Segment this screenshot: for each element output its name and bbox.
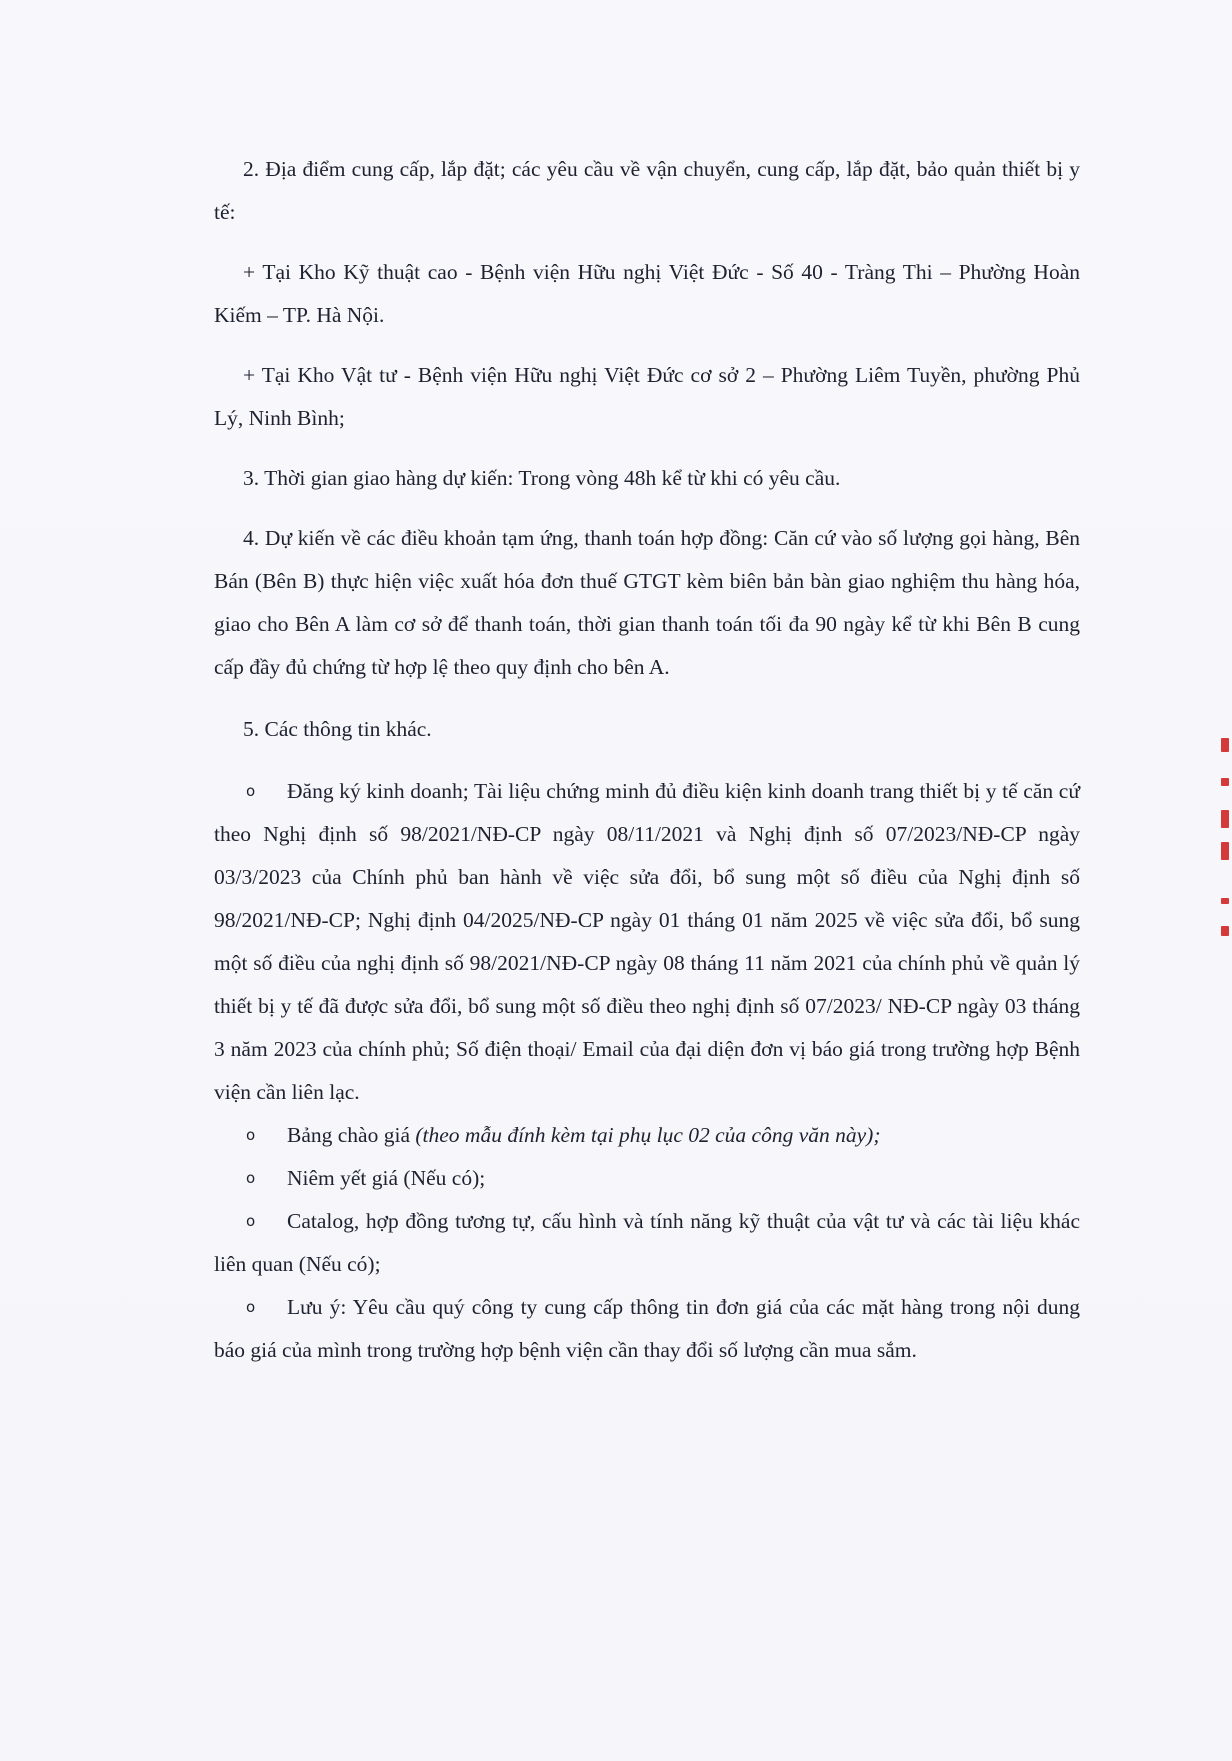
stamp-edge-mark [1221,898,1229,904]
bullet-item-listed-price [214,1157,1080,1200]
section-5-heading: 5. Các thông tin khác. [243,717,432,741]
bullet-item-catalog [214,1200,1080,1286]
bullet-item-note [214,1286,1080,1372]
bullet-italic-note: (theo mẫu đính kèm tại phụ lục 02 của công văn này); [415,1123,881,1147]
location-2-paragraph: + Tại Kho Vật tư - Bệnh viện Hữu nghị Việt Đức cơ sở 2 – Phường Liêm Tuyền, phường Phủ Lý, Ninh Bình; [214,363,1080,430]
bullet-circle-icon: o [246,1298,256,1316]
document-body [214,148,1080,1372]
section-2-paragraph: 2. Địa điểm cung cấp, lắp đặt; các yêu cầu về vận chuyển, cung cấp, lắp đặt, bảo quản thiết bị y tế: [214,157,1080,224]
bullet-text: Bảng chào giá [287,1123,416,1147]
bullet-text: Niêm yết giá (Nếu có); [287,1166,486,1190]
bullet-circle-icon: o [246,1212,256,1230]
stamp-edge-mark [1221,842,1229,860]
location-1-paragraph: + Tại Kho Kỹ thuật cao - Bệnh viện Hữu nghị Việt Đức - Số 40 - Tràng Thi – Phường Hoàn Kiếm – TP. Hà Nội. [214,260,1080,327]
bullet-circle-icon: o [246,1169,256,1187]
stamp-edge-marks [1221,738,1232,958]
bullet-text: Đăng ký kinh doanh; Tài liệu chứng minh đủ điều kiện kinh doanh trang thiết bị y tế căn cứ theo Nghị định số 98/2021/NĐ-CP ngày 08/11/2021 và Nghị định số 07/2023/NĐ-CP ngày 03/3/2023 của Chính phủ ban hành về việc sửa đổi, bổ sung một số điều của Nghị định số 98/2021/NĐ-CP; Nghị định 04/2025/NĐ-CP ngày 01 tháng 01 năm 2025 về việc sửa đổi, bổ sung một số điều của nghị định số 98/2021/NĐ-CP ngày 08 tháng 11 năm 2021 của chính phủ về quản lý thiết bị y tế đã được sửa đổi, bổ sung một số điều theo nghị định số 07/2023/ NĐ-CP ngày 03 tháng 3 năm 2023 của chính phủ; Số điện thoại/ Email của đại diện đơn vị báo giá trong trường hợp Bệnh viện cần liên lạc. [214,779,1080,1104]
stamp-edge-mark [1221,926,1229,936]
bullet-item-business-registration [214,770,1080,1114]
bullet-circle-icon: o [246,1126,256,1144]
stamp-edge-mark [1221,778,1229,786]
section-3-paragraph: 3. Thời gian giao hàng dự kiến: Trong vòng 48h kể từ khi có yêu cầu. [243,466,841,490]
bullet-item-price-quote [214,1114,1080,1157]
bullet-text: Lưu ý: Yêu cầu quý công ty cung cấp thông tin đơn giá của các mặt hàng trong nội dung báo giá của mình trong trường hợp bệnh viện cần thay đổi số lượng cần mua sắm. [214,1295,1080,1362]
stamp-edge-mark [1221,810,1229,828]
section-4-paragraph: 4. Dự kiến về các điều khoản tạm ứng, thanh toán hợp đồng: Căn cứ vào số lượng gọi hàng, Bên Bán (Bên B) thực hiện việc xuất hóa đơn thuế GTGT kèm biên bản bàn giao nghiệm thu hàng hóa, giao cho Bên A làm cơ sở để thanh toán, thời gian thanh toán tối đa 90 ngày kể từ khi Bên B cung cấp đầy đủ chứng từ hợp lệ theo quy định cho bên A. [214,526,1080,679]
stamp-edge-mark [1221,738,1229,752]
bullet-text: Catalog, hợp đồng tương tự, cấu hình và tính năng kỹ thuật của vật tư và các tài liệu khác liên quan (Nếu có); [214,1209,1080,1276]
bullet-circle-icon: o [246,782,256,800]
